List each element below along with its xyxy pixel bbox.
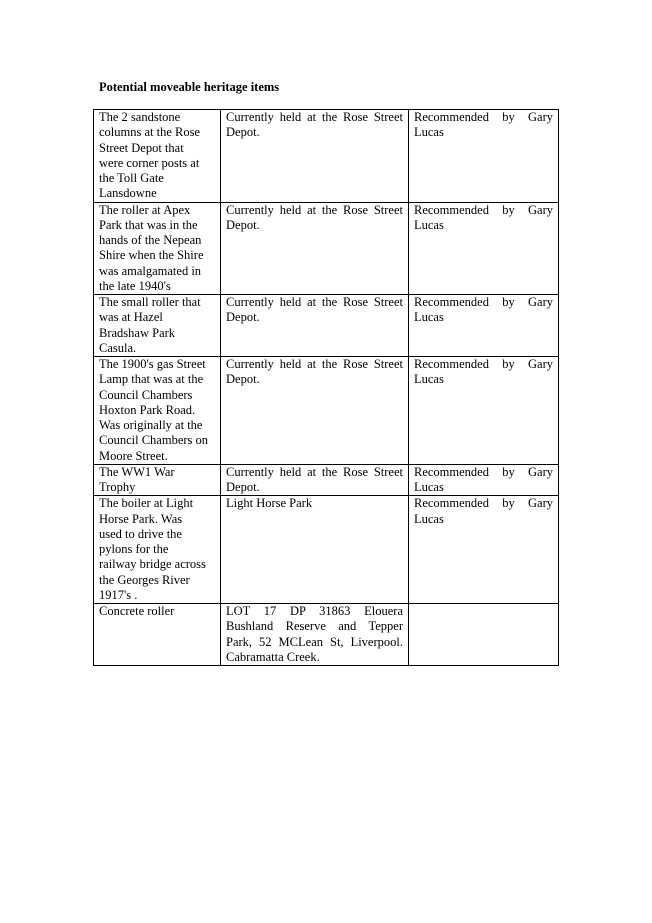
recommendation-cell-line: Recommended by Gary — [414, 295, 553, 309]
location-cell-line: Park, 52 MCLean St, Liverpool. — [226, 634, 403, 649]
item-cell — [94, 464, 221, 496]
recommendation-cell — [409, 496, 559, 604]
item-cell-line: Moore Street. — [99, 448, 168, 463]
item-cell-line: Concrete roller — [99, 604, 175, 618]
location-cell — [221, 464, 409, 496]
item-cell-line: used to drive the — [99, 526, 182, 541]
recommendation-cell-line: Lucas — [414, 125, 444, 140]
location-cell-line: Depot. — [226, 217, 260, 232]
item-cell-line: Casula. — [99, 340, 137, 355]
location-cell-line: LOT 17 DP 31863 Elouera — [226, 604, 403, 618]
table-row — [94, 202, 559, 295]
location-cell-line: Cabramatta Creek. — [226, 649, 320, 664]
item-cell-line: Horse Park. Was — [99, 511, 183, 526]
item-cell-line: was at Hazel — [99, 310, 163, 325]
recommendation-cell-line: Recommended by Gary — [414, 202, 553, 217]
item-cell-line: Lamp that was at the — [99, 372, 204, 387]
location-cell — [221, 110, 409, 203]
table-row — [94, 604, 559, 666]
item-cell-line: The boiler at Light — [99, 496, 194, 511]
location-cell-line: Currently held at the Rose Street — [226, 110, 403, 124]
item-cell — [94, 357, 221, 465]
table-row — [94, 464, 559, 496]
recommendation-cell — [409, 295, 559, 357]
item-cell — [94, 110, 221, 203]
recommendation-cell-line: Lucas — [414, 480, 444, 494]
recommendation-cell-line: Recommended by Gary — [414, 464, 553, 479]
location-cell — [221, 295, 409, 357]
item-cell-line: the Toll Gate — [99, 171, 164, 185]
item-cell-line: Street Depot that — [99, 140, 184, 155]
recommendation-cell — [409, 110, 559, 203]
table-body — [94, 110, 559, 666]
item-cell-line: the Georges River — [99, 572, 190, 587]
recommendation-cell-line: Lucas — [414, 372, 444, 387]
location-cell — [221, 202, 409, 295]
recommendation-cell-line: Recommended by Gary — [414, 110, 553, 124]
item-cell-line: Trophy — [99, 480, 136, 494]
item-cell-line: The roller at Apex — [99, 202, 191, 217]
location-cell-line: Currently held at the Rose Street — [226, 295, 403, 309]
item-cell-line: Park that was in the — [99, 217, 198, 232]
location-cell-line: Depot. — [226, 125, 260, 140]
table-row — [94, 357, 559, 465]
page-title: Potential moveable heritage items — [99, 80, 280, 94]
item-cell-line: The small roller that — [99, 295, 201, 309]
item-cell-line: were corner posts at — [99, 155, 200, 170]
item-cell-line: 1917's . — [99, 587, 138, 602]
location-cell-line: Currently held at the Rose Street — [226, 202, 403, 217]
item-cell-line: pylons for the — [99, 542, 169, 556]
item-cell — [94, 604, 221, 666]
location-cell-line: Currently held at the Rose Street — [226, 357, 403, 371]
recommendation-cell-line: Lucas — [414, 310, 444, 325]
item-cell-line: hands of the Nepean — [99, 233, 202, 247]
item-cell-line: the late 1940's — [99, 278, 171, 293]
recommendation-cell — [409, 464, 559, 496]
item-cell-line: railway bridge across — [99, 557, 206, 572]
recommendation-cell — [409, 357, 559, 465]
recommendation-cell-line: Recommended by Gary — [414, 496, 553, 511]
location-cell-line: Depot. — [226, 372, 260, 387]
item-cell-line: Shire when the Shire — [99, 248, 204, 263]
item-cell — [94, 295, 221, 357]
location-cell — [221, 604, 409, 666]
item-cell-line: columns at the Rose — [99, 125, 201, 140]
heritage-items-table — [93, 109, 559, 666]
item-cell-line: Council Chambers on — [99, 433, 209, 448]
location-cell-line: Depot. — [226, 310, 260, 325]
item-cell-line: Hoxton Park Road. — [99, 402, 196, 417]
recommendation-cell-line: Recommended by Gary — [414, 357, 553, 371]
item-cell-line: The 2 sandstone — [99, 110, 181, 124]
item-cell-line: The WW1 War — [99, 464, 175, 479]
recommendation-cell-line: Lucas — [414, 511, 444, 526]
recommendation-cell — [409, 202, 559, 295]
item-cell — [94, 202, 221, 295]
item-cell-line: Was originally at the — [99, 418, 203, 432]
location-cell — [221, 496, 409, 604]
location-cell-line: Light Horse Park — [226, 496, 313, 511]
recommendation-cell — [409, 604, 559, 666]
table-row — [94, 295, 559, 357]
table-row — [94, 110, 559, 203]
location-cell — [221, 357, 409, 465]
item-cell-line: Bradshaw Park — [99, 325, 176, 340]
recommendation-cell-line: Lucas — [414, 217, 444, 232]
table-row — [94, 496, 559, 604]
item-cell — [94, 496, 221, 604]
item-cell-line: was amalgamated in — [99, 263, 202, 278]
item-cell-line: Lansdowne — [99, 186, 157, 201]
location-cell-line: Bushland Reserve and Tepper — [226, 619, 403, 634]
location-cell-line: Depot. — [226, 480, 260, 494]
location-cell-line: Currently held at the Rose Street — [226, 464, 403, 479]
item-cell-line: The 1900's gas Street — [99, 357, 206, 371]
item-cell-line: Council Chambers — [99, 387, 193, 402]
